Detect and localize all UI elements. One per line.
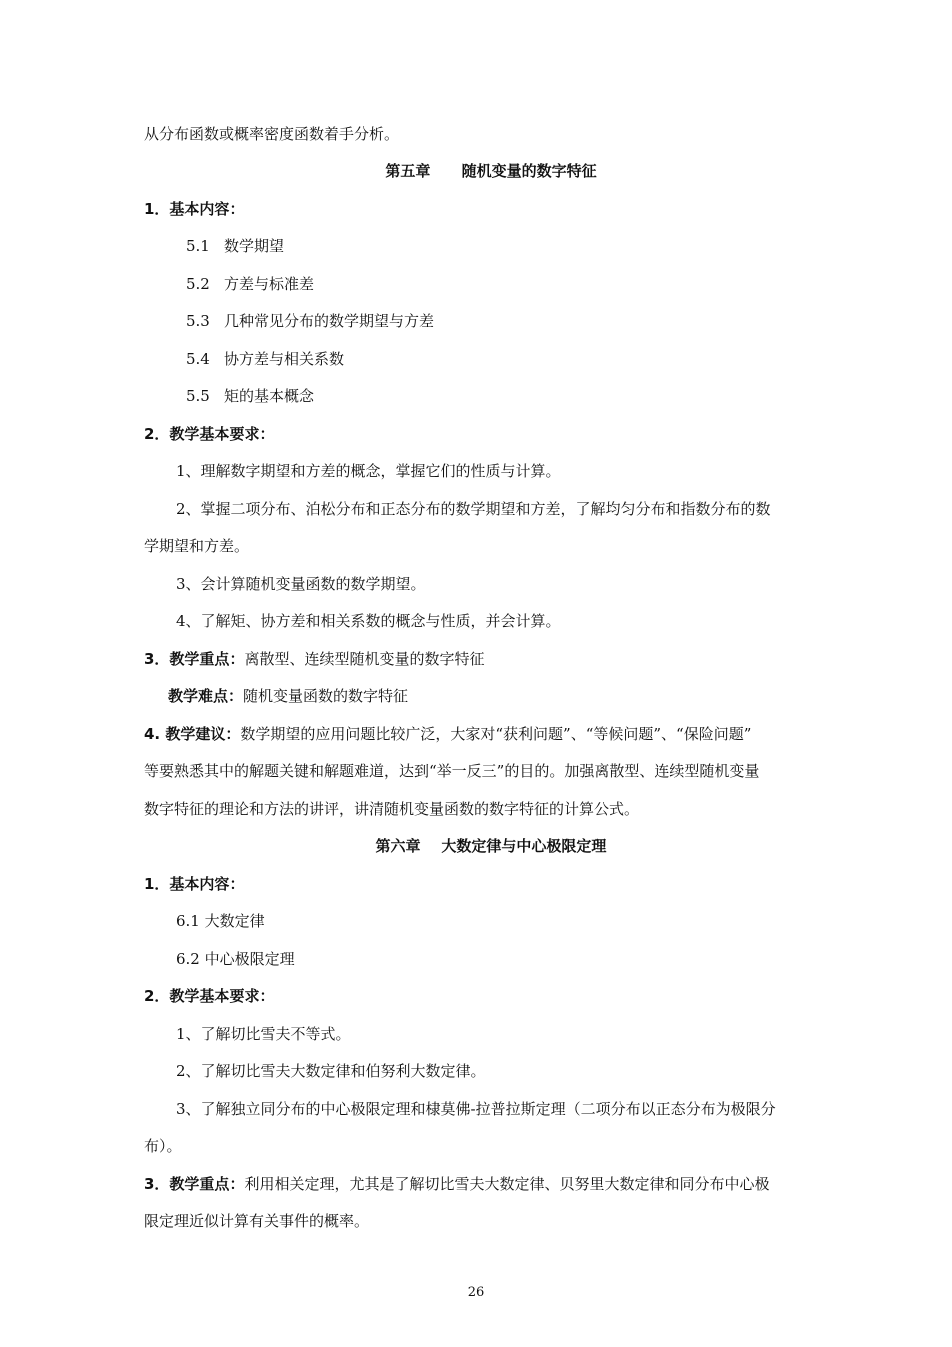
chapter-5-title: 第五章 随机变量的数字特征 — [385, 162, 597, 180]
ch6-requirement: 2、了解切比雪夫大数定律和伯努利大数定律。 — [176, 1062, 486, 1080]
ch6-requirement: 布）。 — [144, 1137, 182, 1155]
ch5-requirement: 2、掌握二项分布、泊松分布和正态分布的数学期望和方差，了解均匀分布和指数分布的数 — [176, 500, 771, 518]
ch5-requirement: 4、了解矩、协方差和相关系数的概念与性质，并会计算。 — [176, 612, 561, 630]
intro-text: 从分布函数或概率密度函数着手分析。 — [144, 125, 400, 143]
ch5-suggestion-line: 数字特征的理论和方法的讲评，讲清随机变量函数的数字特征的计算公式。 — [144, 800, 640, 818]
ch5-suggestion-line: 等要熟悉其中的解题关键和解题难道，达到“举一反三”的目的。加强离散型、连续型随机变量 — [144, 762, 760, 780]
ch5-content-item: 5.2 方差与标准差 — [186, 275, 315, 293]
ch5-content-item: 5.5 矩的基本概念 — [186, 387, 315, 405]
ch6-content-header: 1．基本内容： — [144, 875, 245, 893]
ch5-requirements-header: 2．教学基本要求： — [144, 425, 275, 443]
ch6-requirement: 1、了解切比雪夫不等式。 — [176, 1025, 351, 1043]
ch6-content-item: 6.1 大数定律 — [176, 912, 265, 930]
ch5-content-header: 1．基本内容： — [144, 200, 245, 218]
page-number: 26 — [467, 1285, 485, 1300]
ch6-content-item: 6.2 中心极限定理 — [176, 950, 295, 968]
ch5-key-points: 3．教学重点：离散型、连续型随机变量的数字特征 — [144, 650, 485, 668]
ch6-key-points: 3．教学重点：利用相关定理，尤其是了解切比雪夫大数定律、贝努里大数定律和同分布中心极 — [144, 1175, 770, 1193]
ch5-difficulties: 教学难点：随机变量函数的数字特征 — [168, 687, 409, 705]
ch5-content-item: 5.3 几种常见分布的数学期望与方差 — [186, 312, 435, 330]
ch6-requirements-header: 2．教学基本要求： — [144, 987, 275, 1005]
ch5-suggestion: 4. 教学建议：数学期望的应用问题比较广泛，大家对“获利问题”、“等候问题”、“保险问题” — [144, 725, 752, 743]
ch5-requirement: 3、会计算随机变量函数的数学期望。 — [176, 575, 426, 593]
ch5-content-item: 5.1 数学期望 — [186, 237, 285, 255]
ch5-requirement: 学期望和方差。 — [144, 537, 250, 555]
ch5-content-item: 5.4 协方差与相关系数 — [186, 350, 345, 368]
chapter-6-title: 第六章 大数定律与中心极限定理 — [375, 837, 607, 855]
ch6-requirement: 3、了解独立同分布的中心极限定理和棣莫佛-拉普拉斯定理（二项分布以正态分布为极限分 — [176, 1100, 776, 1118]
ch5-requirement: 1、理解数字期望和方差的概念，掌握它们的性质与计算。 — [176, 462, 561, 480]
ch6-key-points-line: 限定理近似计算有关事件的概率。 — [144, 1212, 370, 1230]
